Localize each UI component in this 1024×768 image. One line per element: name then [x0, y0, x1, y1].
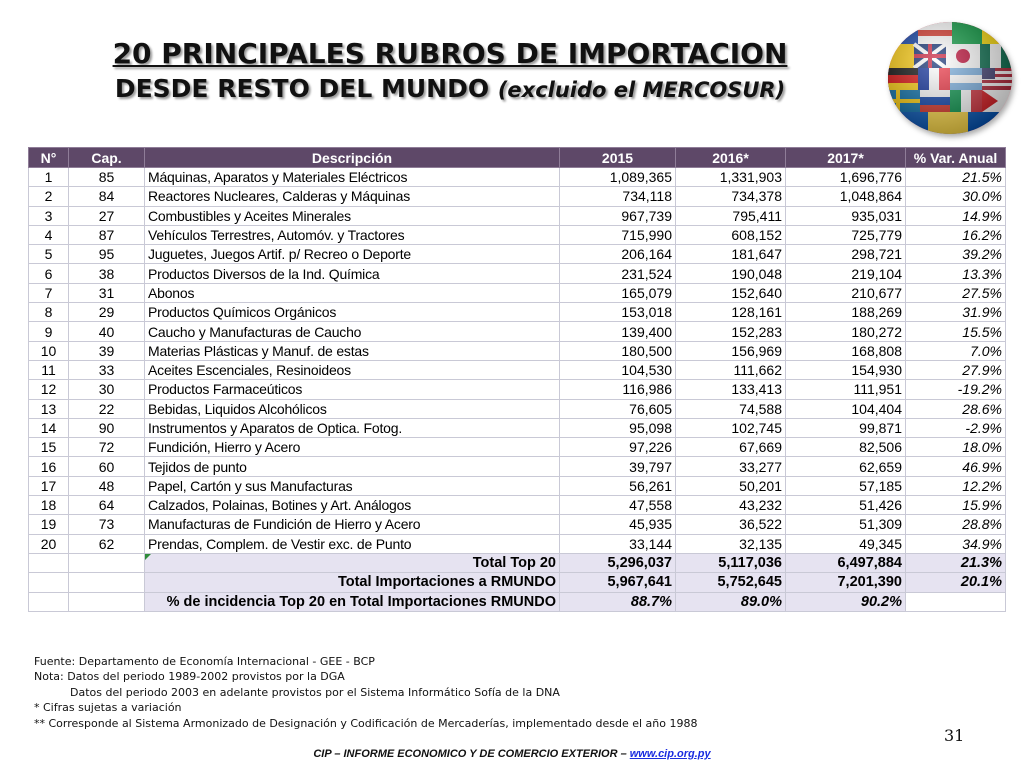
chapter-cell: 90	[69, 418, 145, 437]
footnotes	[34, 654, 697, 731]
value-2015-cell: 76,605	[560, 399, 676, 418]
summary-2015: 5,967,641	[560, 573, 676, 592]
chapter-cell: 29	[69, 303, 145, 322]
value-2015-cell: 180,500	[560, 341, 676, 360]
value-2017-cell: 188,269	[786, 303, 906, 322]
value-2017-cell: 168,808	[786, 341, 906, 360]
description-cell: Reactores Nucleares, Calderas y Máquinas	[145, 187, 560, 206]
description-cell: Prendas, Complem. de Vestir exc. de Punto	[145, 534, 560, 553]
footer-link[interactable]: www.cip.org.py	[629, 748, 711, 760]
value-2016-cell: 133,413	[676, 380, 786, 399]
variation-cell: 15.9%	[906, 496, 1006, 515]
table-row	[29, 168, 1006, 187]
summary-2015: 5,296,037	[560, 553, 676, 572]
value-2016-cell: 1,331,903	[676, 168, 786, 187]
variation-cell: 14.9%	[906, 206, 1006, 225]
page-title	[40, 36, 860, 107]
variation-cell: 16.2%	[906, 225, 1006, 244]
description-cell: Manufacturas de Fundición de Hierro y Acero	[145, 515, 560, 534]
rank-cell: 19	[29, 515, 69, 534]
value-2016-cell: 190,048	[676, 264, 786, 283]
table-row	[29, 360, 1006, 379]
header-number: N°	[29, 148, 69, 168]
variation-cell: 13.3%	[906, 264, 1006, 283]
rank-cell: 20	[29, 534, 69, 553]
chapter-cell: 27	[69, 206, 145, 225]
table-row	[29, 341, 1006, 360]
value-2017-cell: 1,048,864	[786, 187, 906, 206]
imports-table	[28, 147, 1006, 612]
value-2017-cell: 51,309	[786, 515, 906, 534]
value-2015-cell: 967,739	[560, 206, 676, 225]
value-2016-cell: 111,662	[676, 360, 786, 379]
summary-2016: 89.0%	[676, 592, 786, 611]
table-row	[29, 457, 1006, 476]
table-row	[29, 187, 1006, 206]
description-cell: Combustibles y Aceites Minerales	[145, 206, 560, 225]
header-2017: 2017*	[786, 148, 906, 168]
table-header-row	[29, 148, 1006, 168]
chapter-cell: 84	[69, 187, 145, 206]
value-2015-cell: 45,935	[560, 515, 676, 534]
variation-cell: 28.8%	[906, 515, 1006, 534]
blank-cell	[29, 592, 69, 611]
value-2015-cell: 1,089,365	[560, 168, 676, 187]
chapter-cell: 30	[69, 380, 145, 399]
rank-cell: 7	[29, 283, 69, 302]
header-2016: 2016*	[676, 148, 786, 168]
description-cell: Fundición, Hierro y Acero	[145, 438, 560, 457]
value-2015-cell: 33,144	[560, 534, 676, 553]
page-number: 31	[944, 726, 965, 745]
blank-cell	[69, 573, 145, 592]
value-2017-cell: 99,871	[786, 418, 906, 437]
variation-cell: 30.0%	[906, 187, 1006, 206]
variation-cell: 12.2%	[906, 476, 1006, 495]
chapter-cell: 39	[69, 341, 145, 360]
rank-cell: 8	[29, 303, 69, 322]
title-line-1: 20 PRINCIPALES RUBROS DE IMPORTACION	[112, 37, 788, 70]
summary-label: Total Importaciones a RMUNDO	[145, 573, 560, 592]
value-2015-cell: 95,098	[560, 418, 676, 437]
value-2015-cell: 116,986	[560, 380, 676, 399]
rank-cell: 1	[29, 168, 69, 187]
variation-cell: 18.0%	[906, 438, 1006, 457]
summary-2017: 7,201,390	[786, 573, 906, 592]
value-2017-cell: 219,104	[786, 264, 906, 283]
value-2015-cell: 206,164	[560, 245, 676, 264]
value-2017-cell: 82,506	[786, 438, 906, 457]
value-2016-cell: 152,283	[676, 322, 786, 341]
table-row	[29, 534, 1006, 553]
summary-2016: 5,117,036	[676, 553, 786, 572]
value-2016-cell: 67,669	[676, 438, 786, 457]
value-2016-cell: 74,588	[676, 399, 786, 418]
table-row	[29, 418, 1006, 437]
header-description: Descripción	[145, 148, 560, 168]
chapter-cell: 22	[69, 399, 145, 418]
description-cell: Tejidos de punto	[145, 457, 560, 476]
value-2017-cell: 111,951	[786, 380, 906, 399]
variation-cell: 31.9%	[906, 303, 1006, 322]
rank-cell: 10	[29, 341, 69, 360]
value-2017-cell: 154,930	[786, 360, 906, 379]
value-2017-cell: 62,659	[786, 457, 906, 476]
summary-label: Total Top 20	[145, 553, 560, 572]
header-2015: 2015	[560, 148, 676, 168]
table-row	[29, 322, 1006, 341]
value-2016-cell: 181,647	[676, 245, 786, 264]
summary-2016: 5,752,645	[676, 573, 786, 592]
footer	[0, 748, 1024, 760]
description-cell: Materias Plásticas y Manuf. de estas	[145, 341, 560, 360]
world-flags-globe-icon	[888, 22, 1012, 134]
value-2015-cell: 139,400	[560, 322, 676, 341]
variation-cell: -2.9%	[906, 418, 1006, 437]
variation-cell: 27.9%	[906, 360, 1006, 379]
chapter-cell: 33	[69, 360, 145, 379]
rank-cell: 17	[29, 476, 69, 495]
data-note-3: * Cifras sujetas a variación	[34, 701, 182, 715]
chapter-cell: 60	[69, 457, 145, 476]
source-note: Fuente: Departamento de Economía Internacional - GEE - BCP	[34, 655, 375, 668]
chapter-cell: 31	[69, 283, 145, 302]
chapter-cell: 72	[69, 438, 145, 457]
value-2017-cell: 1,696,776	[786, 168, 906, 187]
table-row	[29, 438, 1006, 457]
chapter-cell: 40	[69, 322, 145, 341]
table-row	[29, 225, 1006, 244]
chapter-cell: 38	[69, 264, 145, 283]
blank-cell	[69, 592, 145, 611]
table-row	[29, 496, 1006, 515]
summary-2015: 88.7%	[560, 592, 676, 611]
value-2016-cell: 734,378	[676, 187, 786, 206]
value-2017-cell: 49,345	[786, 534, 906, 553]
value-2015-cell: 47,558	[560, 496, 676, 515]
description-cell: Calzados, Polainas, Botines y Art. Análogos	[145, 496, 560, 515]
rank-cell: 3	[29, 206, 69, 225]
value-2017-cell: 725,779	[786, 225, 906, 244]
rank-cell: 2	[29, 187, 69, 206]
value-2017-cell: 935,031	[786, 206, 906, 225]
summary-variation	[906, 592, 1006, 611]
variation-cell: 46.9%	[906, 457, 1006, 476]
summary-row-top20	[29, 553, 1006, 572]
title-line-2-main: DESDE RESTO DEL MUNDO	[114, 74, 490, 103]
table-row	[29, 283, 1006, 302]
description-cell: Papel, Cartón y sus Manufacturas	[145, 476, 560, 495]
value-2016-cell: 50,201	[676, 476, 786, 495]
table-row	[29, 245, 1006, 264]
rank-cell: 18	[29, 496, 69, 515]
blank-cell	[29, 553, 69, 572]
value-2016-cell: 608,152	[676, 225, 786, 244]
rank-cell: 15	[29, 438, 69, 457]
variation-cell: 39.2%	[906, 245, 1006, 264]
title-line-2-sub: (excluido el MERCOSUR)	[497, 78, 786, 102]
data-note-1: Nota: Datos del periodo 1989-2002 provistos por la DGA	[34, 670, 345, 684]
chapter-cell: 64	[69, 496, 145, 515]
value-2015-cell: 97,226	[560, 438, 676, 457]
value-2017-cell: 57,185	[786, 476, 906, 495]
description-cell: Bebidas, Liquidos Alcohólicos	[145, 399, 560, 418]
table-row	[29, 515, 1006, 534]
rank-cell: 14	[29, 418, 69, 437]
variation-cell: 7.0%	[906, 341, 1006, 360]
variation-cell: 21.5%	[906, 168, 1006, 187]
value-2017-cell: 51,426	[786, 496, 906, 515]
value-2017-cell: 180,272	[786, 322, 906, 341]
description-cell: Máquinas, Aparatos y Materiales Eléctricos	[145, 168, 560, 187]
table-row	[29, 206, 1006, 225]
description-cell: Caucho y Manufacturas de Caucho	[145, 322, 560, 341]
description-cell: Instrumentos y Aparatos de Optica. Fotog.	[145, 418, 560, 437]
variation-cell: 15.5%	[906, 322, 1006, 341]
description-cell: Productos Farmaceúticos	[145, 380, 560, 399]
table-row	[29, 476, 1006, 495]
value-2015-cell: 104,530	[560, 360, 676, 379]
value-2015-cell: 231,524	[560, 264, 676, 283]
summary-label: % de incidencia Top 20 en Total Importaciones RMUNDO	[145, 592, 560, 611]
summary-2017: 90.2%	[786, 592, 906, 611]
value-2016-cell: 36,522	[676, 515, 786, 534]
summary-variation: 20.1%	[906, 573, 1006, 592]
value-2016-cell: 128,161	[676, 303, 786, 322]
variation-cell: -19.2%	[906, 380, 1006, 399]
chapter-cell: 95	[69, 245, 145, 264]
value-2017-cell: 210,677	[786, 283, 906, 302]
rank-cell: 4	[29, 225, 69, 244]
value-2016-cell: 43,232	[676, 496, 786, 515]
value-2017-cell: 104,404	[786, 399, 906, 418]
variation-cell: 34.9%	[906, 534, 1006, 553]
header-annual-variation: % Var. Anual	[906, 148, 1006, 168]
title-line-2	[40, 72, 860, 107]
summary-2017: 6,497,884	[786, 553, 906, 572]
rank-cell: 13	[29, 399, 69, 418]
data-note-4: ** Corresponde al Sistema Armonizado de Designación y Codificación de Mercaderías, implementado desde el año 1988	[34, 716, 698, 730]
rank-cell: 9	[29, 322, 69, 341]
value-2017-cell: 298,721	[786, 245, 906, 264]
summary-variation: 21.3%	[906, 553, 1006, 572]
value-2015-cell: 56,261	[560, 476, 676, 495]
rank-cell: 12	[29, 380, 69, 399]
value-2015-cell: 715,990	[560, 225, 676, 244]
table-row	[29, 303, 1006, 322]
table-row	[29, 380, 1006, 399]
blank-cell	[69, 553, 145, 572]
value-2015-cell: 153,018	[560, 303, 676, 322]
footer-text: CIP – INFORME ECONOMICO Y DE COMERCIO EXTERIOR –	[313, 748, 627, 760]
rank-cell: 6	[29, 264, 69, 283]
blank-cell	[29, 573, 69, 592]
variation-cell: 28.6%	[906, 399, 1006, 418]
chapter-cell: 85	[69, 168, 145, 187]
description-cell: Productos Químicos Orgánicos	[145, 303, 560, 322]
rank-cell: 11	[29, 360, 69, 379]
value-2016-cell: 156,969	[676, 341, 786, 360]
value-2016-cell: 32,135	[676, 534, 786, 553]
data-note-2: Datos del periodo 2003 en adelante provistos por el Sistema Informático Sofía de la DNA	[70, 685, 560, 699]
description-cell: Abonos	[145, 283, 560, 302]
value-2015-cell: 165,079	[560, 283, 676, 302]
chapter-cell: 48	[69, 476, 145, 495]
value-2015-cell: 734,118	[560, 187, 676, 206]
chapter-cell: 87	[69, 225, 145, 244]
table-row	[29, 399, 1006, 418]
summary-row-total	[29, 573, 1006, 592]
value-2016-cell: 102,745	[676, 418, 786, 437]
value-2015-cell: 39,797	[560, 457, 676, 476]
value-2016-cell: 795,411	[676, 206, 786, 225]
description-cell: Vehículos Terrestres, Automóv. y Tractores	[145, 225, 560, 244]
header-chapter: Cap.	[69, 148, 145, 168]
summary-row-incidence	[29, 592, 1006, 611]
chapter-cell: 62	[69, 534, 145, 553]
description-cell: Productos Diversos de la Ind. Química	[145, 264, 560, 283]
variation-cell: 27.5%	[906, 283, 1006, 302]
value-2016-cell: 152,640	[676, 283, 786, 302]
rank-cell: 16	[29, 457, 69, 476]
description-cell: Aceites Escenciales, Resinoideos	[145, 360, 560, 379]
table-row	[29, 264, 1006, 283]
rank-cell: 5	[29, 245, 69, 264]
value-2016-cell: 33,277	[676, 457, 786, 476]
description-cell: Juguetes, Juegos Artif. p/ Recreo o Deporte	[145, 245, 560, 264]
chapter-cell: 73	[69, 515, 145, 534]
